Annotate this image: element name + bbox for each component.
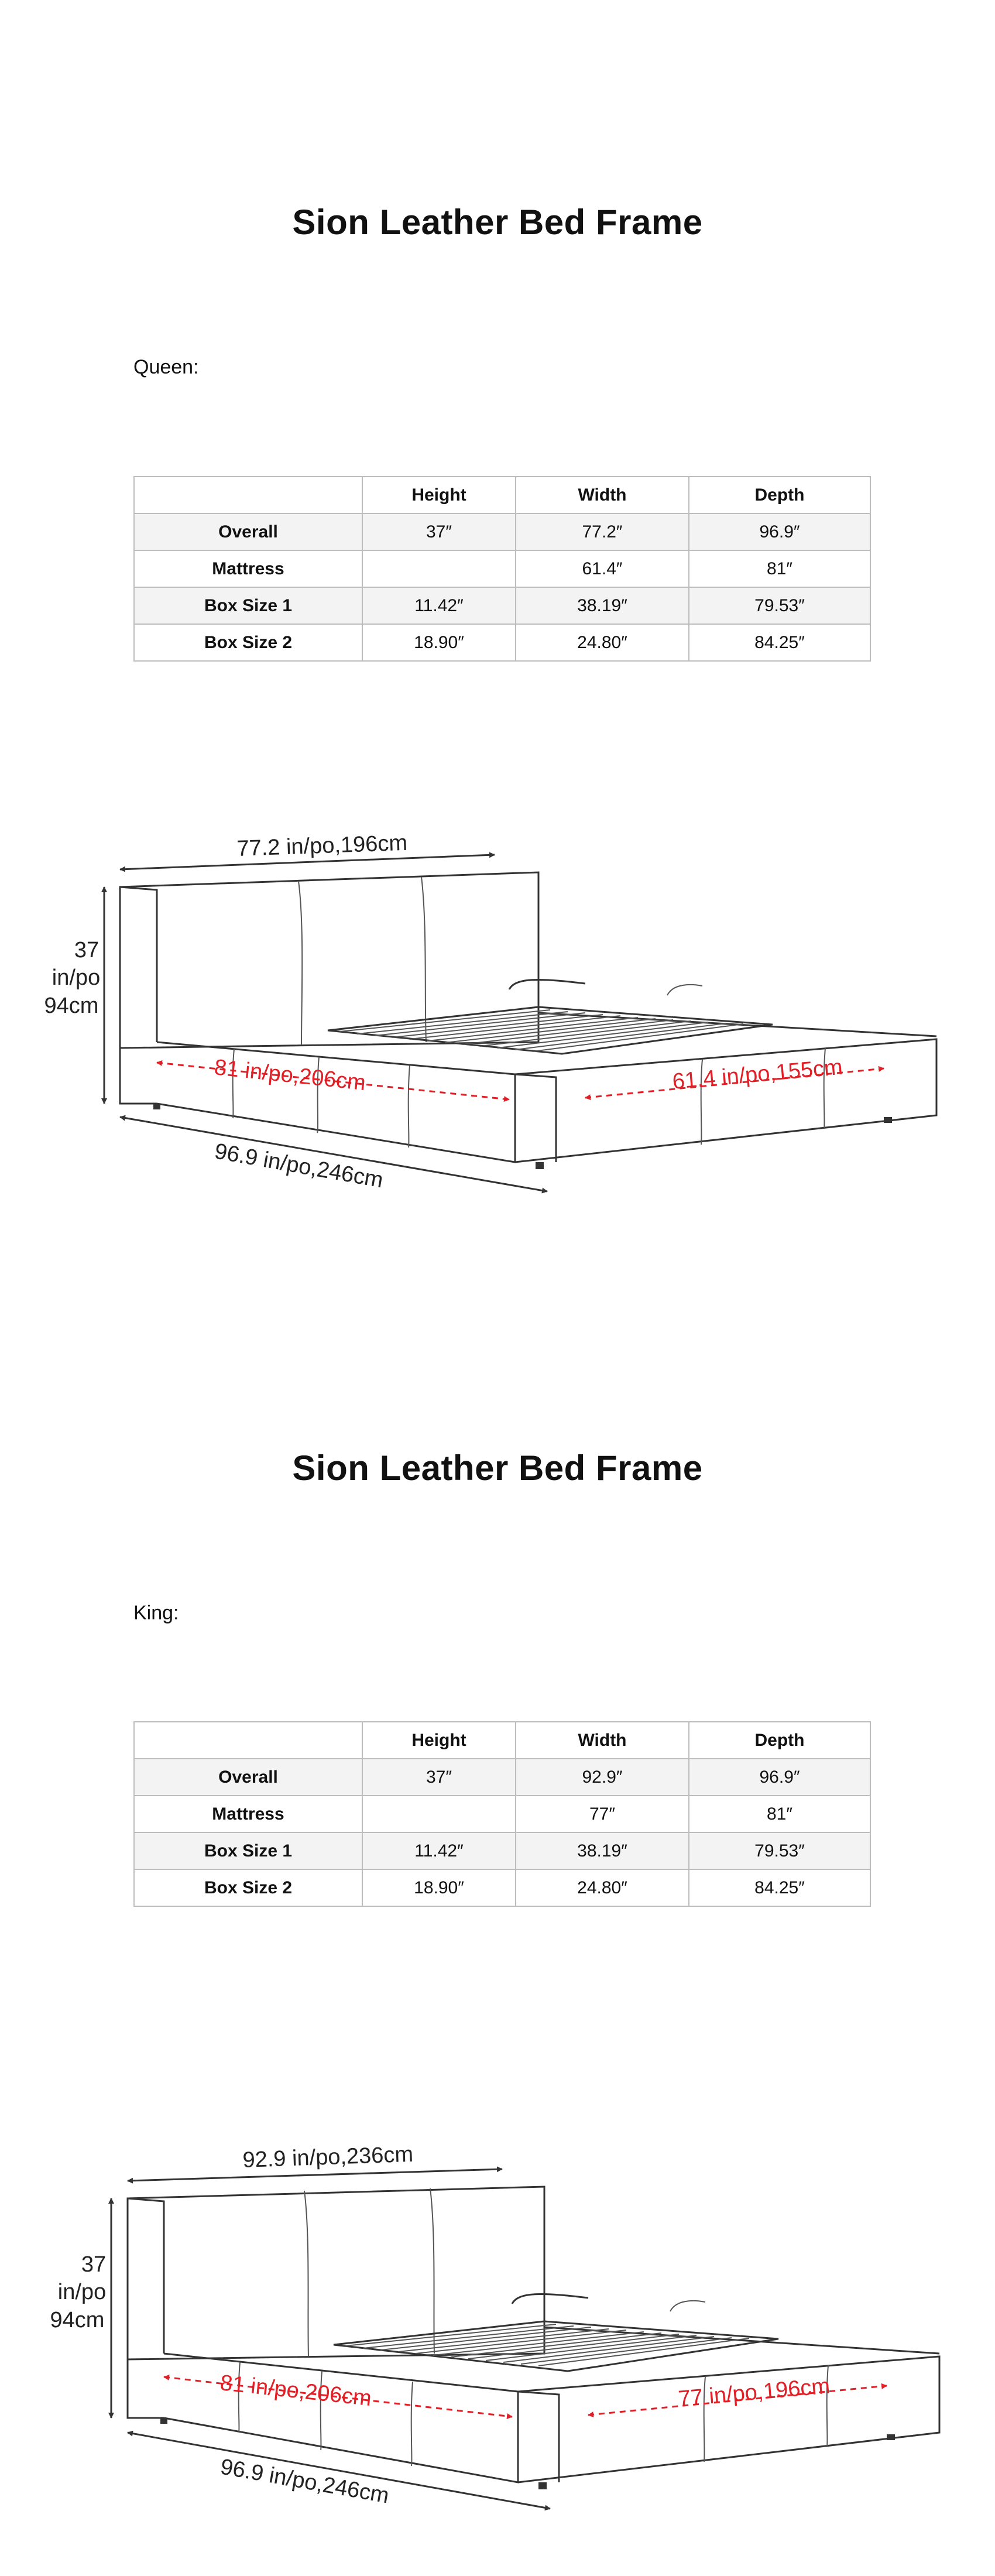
bed-slats: [339, 1010, 743, 1051]
row-label: Box Size 1: [134, 587, 362, 624]
cell-width: 77.2″: [516, 513, 689, 550]
king-section: [0, 1288, 995, 2576]
table-header-depth: Depth: [689, 477, 870, 513]
cell-height: 18.90″: [362, 624, 516, 661]
table-row: [134, 1832, 870, 1869]
depth-dimension-label: 96.9 in/po,246cm: [212, 1139, 385, 1193]
cell-width: 24.80″: [516, 1869, 689, 1906]
dimensions-table-queen: [133, 476, 871, 662]
cell-height: [362, 550, 516, 587]
row-label: Overall: [134, 513, 362, 550]
table-header-height: Height: [362, 477, 516, 513]
row-label: Box Size 1: [134, 1832, 362, 1869]
row-label: Overall: [134, 1759, 362, 1796]
row-label: Box Size 2: [134, 1869, 362, 1906]
row-label: Mattress: [134, 550, 362, 587]
bed-drawing: [128, 2187, 939, 2489]
size-label-queen: Queen:: [133, 356, 199, 378]
depth-dimension-label: 96.9 in/po,246cm: [218, 2454, 391, 2509]
table-header-blank: [134, 1722, 362, 1759]
height-dimension-label-1: 37: [81, 2252, 107, 2277]
cell-depth: 84.25″: [689, 624, 870, 661]
mattress-depth-label: 81 in/po,206cm: [213, 1055, 367, 1096]
cell-height: 37″: [362, 513, 516, 550]
cell-depth: 79.53″: [689, 587, 870, 624]
table-row: [134, 550, 870, 587]
table-header-row: [134, 1722, 870, 1759]
width-dimension-label: 77.2 in/po,196cm: [236, 830, 408, 861]
cell-height: 18.90″: [362, 1869, 516, 1906]
table-header-height: Height: [362, 1722, 516, 1759]
cell-height: 11.42″: [362, 1832, 516, 1869]
dimensions-table-king: [133, 1721, 871, 1907]
cell-height: [362, 1796, 516, 1832]
cell-height: 37″: [362, 1759, 516, 1796]
table-row: [134, 513, 870, 550]
cell-depth: 84.25″: [689, 1869, 870, 1906]
cell-width: 92.9″: [516, 1759, 689, 1796]
cell-depth: 96.9″: [689, 513, 870, 550]
size-label-king: King:: [133, 1602, 179, 1624]
cell-depth: 79.53″: [689, 1832, 870, 1869]
bed-drawing: [120, 872, 936, 1169]
height-dimension-label-2: in/po: [57, 2280, 107, 2304]
table-header-depth: Depth: [689, 1722, 870, 1759]
table-header-blank: [134, 477, 362, 513]
height-dimension-label-1: 37: [74, 938, 100, 962]
table-row: [134, 624, 870, 661]
table-row: [134, 587, 870, 624]
width-dimension-label: 92.9 in/po,236cm: [242, 2142, 414, 2173]
table-header-row: [134, 477, 870, 513]
cell-width: 77″: [516, 1796, 689, 1832]
cell-width: 24.80″: [516, 624, 689, 661]
cell-depth: 81″: [689, 550, 870, 587]
mattress-width-label: 61.4 in/po,155cm: [671, 1054, 844, 1094]
cell-depth: 96.9″: [689, 1759, 870, 1796]
bed-diagram-king: [0, 2037, 995, 2517]
cell-width: 38.19″: [516, 587, 689, 624]
cell-width: 38.19″: [516, 1832, 689, 1869]
page-title: Sion Leather Bed Frame: [292, 1448, 703, 1488]
cell-width: 61.4″: [516, 550, 689, 587]
table-row: [134, 1759, 870, 1796]
height-dimension-label-2: in/po: [52, 965, 101, 990]
width-dimension-line: [128, 2169, 502, 2181]
height-dimension-label-3: 94cm: [50, 2308, 105, 2332]
mattress-width-label: 77 in/po,196cm: [677, 2373, 831, 2411]
bed-slats: [345, 2324, 749, 2366]
table-header-width: Width: [516, 1722, 689, 1759]
row-label: Mattress: [134, 1796, 362, 1832]
table-row: [134, 1796, 870, 1832]
cell-height: 11.42″: [362, 587, 516, 624]
mattress-depth-label: 81 in/po,206cm: [219, 2371, 373, 2411]
cell-depth: 81″: [689, 1796, 870, 1832]
height-dimension-label-3: 94cm: [44, 994, 99, 1018]
row-label: Box Size 2: [134, 624, 362, 661]
bed-diagram-queen: [0, 808, 995, 1218]
table-header-width: Width: [516, 477, 689, 513]
table-row: [134, 1869, 870, 1906]
page-title: Sion Leather Bed Frame: [292, 203, 703, 242]
